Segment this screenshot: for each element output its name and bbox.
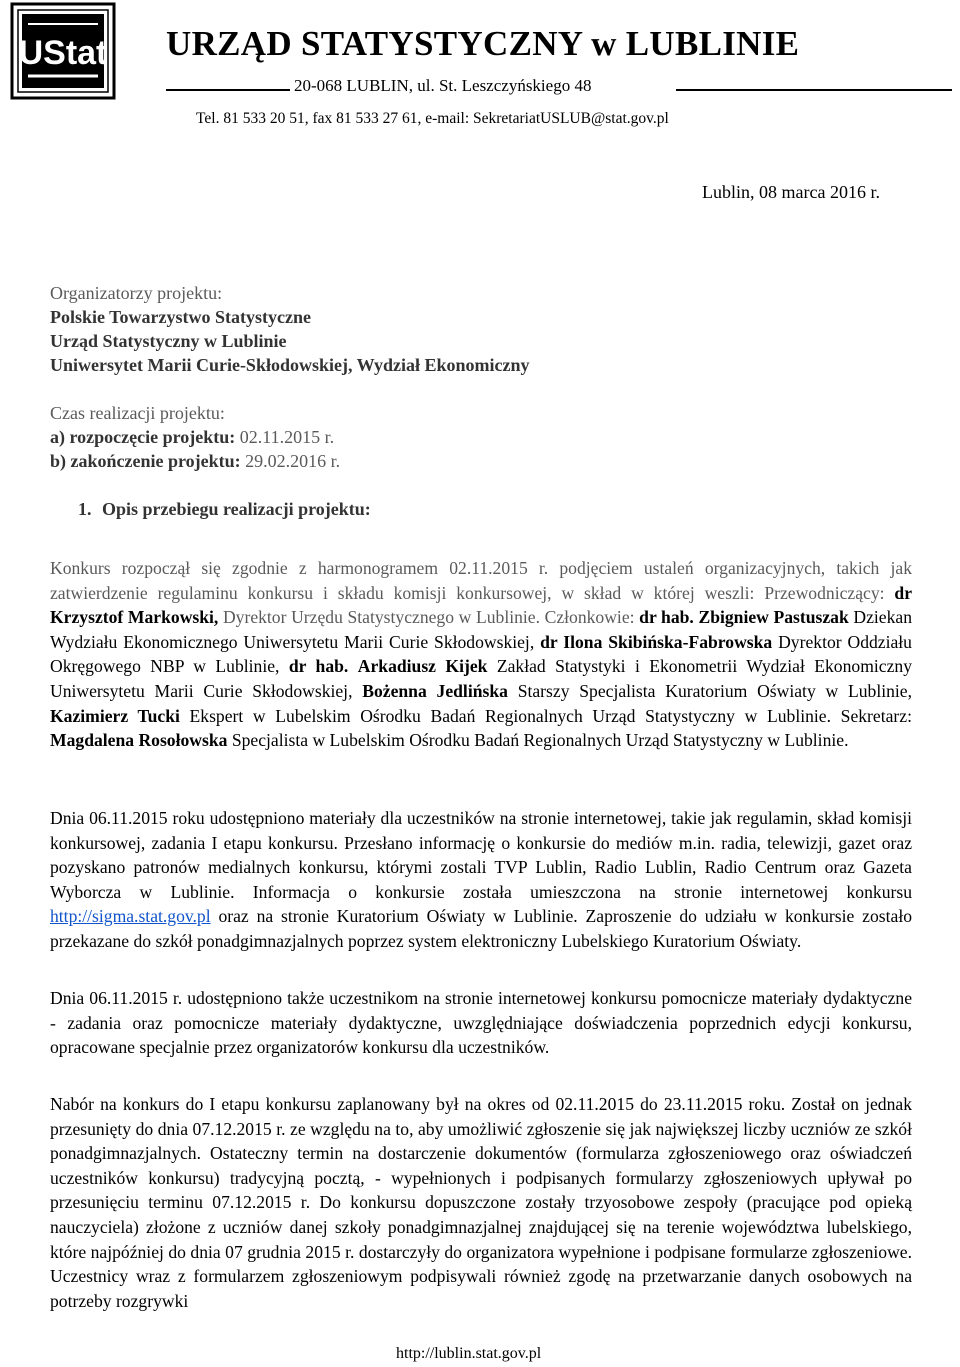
organizers-heading: Organizatorzy projektu: [50, 283, 223, 303]
para1-text: podjęciem ustaleń organizacyjnych, takich jak zatwierdzenie regulaminu konkursu i składu komisji konkursowej, w skład w której weszli: Przewodniczący: [50, 558, 912, 603]
start-label: a) rozpoczęcie projektu: [50, 427, 236, 447]
para2-text: oraz na stronie Kuratorium Oświaty w Lublinie. Zaproszenie do udziału w konkursie zostało przekazane do szkół ponadgimnazjalnych poprzez system elektroniczny Lubelskiego Kuratorium Oświaty. [50, 906, 912, 951]
timeline-end [50, 450, 340, 472]
para1-text: Dyrektor Urzędu Statystycznego w Lublinie. Członkowie: [218, 607, 640, 628]
organizer-item: Urząd Statystyczny w Lublinie [50, 331, 287, 351]
paragraph-materials [50, 806, 912, 954]
member-name: Zbigniew Pastuszak [698, 607, 849, 628]
timeline-start [50, 426, 334, 448]
member-title: dr hab. [288, 656, 349, 677]
para1-text: Starszy Specjalista Kuratorium Oświaty w Lublinie, [507, 680, 912, 701]
member-name: Kazimierz Tucki [50, 705, 180, 726]
address-rule-right [676, 89, 952, 91]
section-1-heading [78, 498, 371, 520]
logo-text: UStat [18, 34, 108, 72]
address: 20-068 LUBLIN, ul. St. Leszczyńskiego 48 [294, 76, 592, 95]
member-name: Arkadiusz Kijek [357, 656, 488, 677]
member-name: dr Ilona Skibińska-Fabrowska [540, 631, 773, 652]
secretary-name: Magdalena Rosołowska [50, 730, 228, 751]
paragraph-committee [50, 556, 912, 753]
member-name: Bożenna Jedlińska [362, 680, 508, 701]
para1-text: Zakład Statystyki i Ekonometrii Wydział Ekonomiczny Uniwersytetu Marii Curie Skłodowskiej, [50, 656, 912, 701]
chair-name: dr Krzysztof Markowski, [50, 582, 912, 628]
para1-text: Dziekan Wydziału Ekonomicznego Uniwersytetu Marii Curie Skłodowskiej, [50, 607, 913, 652]
paragraph-registration: Nabór na konkurs do I etapu konkursu zaplanowany był na okres od 02.11.2015 do 23.11.2015 roku. Został on jednak przesunięty do dnia 07.12.2015 r. ze względu na to, aby umożliwić zgłoszenie się jak największej liczby uczniów ze szkół ponadgimnazjalnych. Ostateczny termin na dostarczenie dokumentów (formularza zgłoszeniowego oraz oświadczeń uczestników konkursu) tradycyjną pocztą, - wypełnionych i podpisanych formularzy zgłoszeniowych upływał po przesunięciu terminu 07.12.2015 r. Do konkursu dopuszczone zostały trzyosobowe zespoły (pracujące pod opieką nauczyciela) złożone z uczniów danej szkoły ponadgimnazjalnej znajdującej się na terenie województwa lubelskiego, które najpóźniej do dnia 07 grudnia 2015 r. dostarczyły do organizatora wypełnione i podpisane formularze zgłoszeniowe. Uczestnicy wraz z formularzem zgłoszeniowym podpisywali również zgodę na przetwarzanie danych osobowych na potrzeby rozgrywki [50, 1094, 912, 1311]
competition-website-link[interactable]: http://sigma.stat.gov.pl [50, 906, 211, 927]
timeline-heading: Czas realizacji projektu: [50, 403, 225, 423]
address-rule-left [166, 89, 290, 91]
document-date: Lublin, 08 marca 2016 r. [702, 182, 880, 202]
end-value: 29.02.2016 r. [245, 451, 341, 471]
para1-text: Dyrektor Oddziału Okręgowego NBP w Lublinie, [50, 631, 912, 677]
end-label: b) zakończenie projektu: [50, 451, 241, 471]
urzad-statystyczny-logo [10, 2, 116, 100]
start-value: 02.11.2015 r. [239, 427, 335, 447]
para2-text: Dnia 06.11.2015 roku udostępniono materiały dla uczestników na stronie internetowej, takie jak regulamin, skład komisji konkursowej, zadania I etapu konkursu. Przesłano informację o konkursie do mediów m.in. radia, telewizji, gazet oraz pozyskano patronów medialnych konkursu, którymi zostali TVP Lublin, Radio Lublin, Radio Centrum oraz Gazeta Wyborcza w Lublinie. Informacja o konkursie została umieszczona na stronie internetowej konkursu [50, 808, 912, 902]
footer-url: http://lublin.stat.gov.pl [396, 1345, 542, 1362]
organizer-item: Uniwersytet Marii Curie-Skłodowskiej, Wydział Ekonomiczny [50, 355, 530, 375]
paragraph-didactic-materials: Dnia 06.11.2015 r. udostępniono także uczestnikom na stronie internetowej konkursu pomocnicze materiały dydaktyczne - zadania oraz pomocnicze materiały dydaktyczne, uwzględniające doświadczenia poprzednich edycji konkursu, opracowane specjalnie przez organizatorów konkursu dla uczestników. [50, 988, 912, 1058]
para1-intro: Konkurs rozpoczął się zgodnie z harmonogramem 02.11.2015 r. [50, 558, 549, 578]
member-title: dr hab. [639, 607, 694, 628]
para1-text: Specjalista w Lubelskim Ośrodku Badań Regionalnych Urząd Statystyczny w Lublinie. [227, 730, 849, 751]
section-number: 1. [78, 499, 92, 519]
organizer-item: Polskie Towarzystwo Statystyczne [50, 307, 311, 327]
para1-text: Ekspert w Lubelskim Ośrodku Badań Regionalnych Urząd Statystyczny w Lublinie. Sekretarz: [179, 705, 912, 726]
contact-line: Tel. 81 533 20 51, fax 81 533 27 61, e-mail: SekretariatUSLUB@stat.gov.pl [196, 110, 669, 127]
section-title: Opis przebiegu realizacji projektu: [102, 499, 371, 519]
organization-name: URZĄD STATYSTYCZNY w LUBLINIE [166, 24, 800, 63]
